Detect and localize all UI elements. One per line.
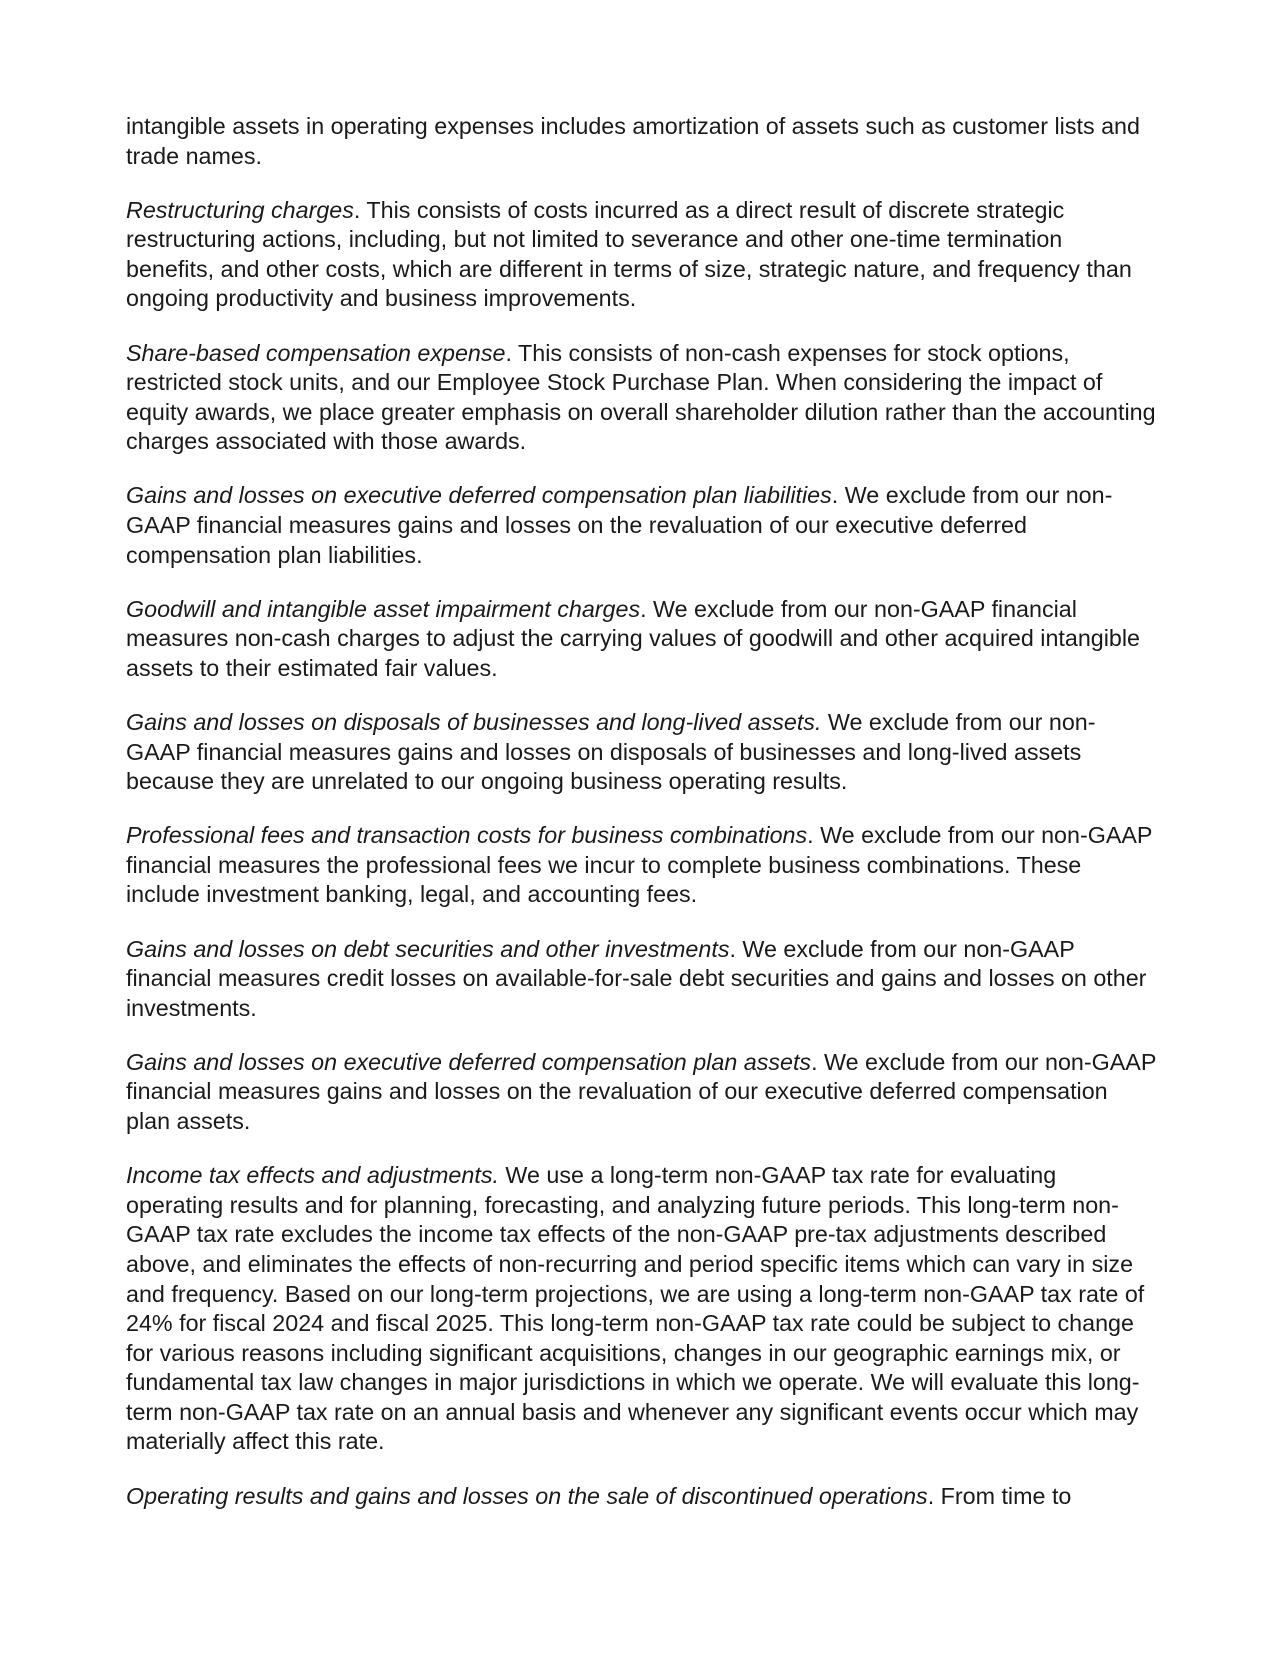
paragraph-goodwill-impairment <box>126 595 1156 684</box>
paragraph-heading: Gains and losses on disposals of businesses and long-lived assets. <box>126 709 822 735</box>
paragraph-body: . We exclude from our non-GAAP financial measures gains and losses on the revaluation of our executive deferred compensation plan assets. <box>126 1048 1156 1135</box>
paragraph-heading: Gains and losses on executive deferred compensation plan assets <box>126 1048 812 1075</box>
paragraph-heading: Gains and losses on executive deferred compensation plan liabilities <box>126 482 832 509</box>
paragraph-income-tax <box>126 1161 1156 1457</box>
paragraph-body: We use a long-term non-GAAP tax rate for evaluating operating results and for planning, forecasting, and analyzing future periods. This long-term non-GAAP tax rate excludes the income tax effects of the non-GAAP pre-tax adjustments described above, and eliminates the effects of non-recurring and period specific items which can vary in size and frequency. Based on our long-term projections, we are using a long-term non-GAAP tax rate of 24% for fiscal 2024 and fiscal 2025. This long-term non-GAAP tax rate could be subject to change for various reasons including significant acquisitions, changes in our geographic earnings mix, or fundamental tax law changes in major jurisdictions in which we operate. We will evaluate this long-term non-GAAP tax rate on an annual basis and whenever any significant events occur which may materially affect this rate. <box>126 1162 1145 1455</box>
paragraph-body: intangible assets in operating expenses includes amortization of assets such as customer lists and trade names. <box>126 113 1140 169</box>
paragraph-share-based-compensation <box>126 339 1156 457</box>
paragraph-heading: Share-based compensation expense <box>126 339 506 366</box>
paragraph-professional-fees <box>126 821 1156 910</box>
paragraph-heading: Gains and losses on debt securities and other investments <box>126 935 730 962</box>
paragraph-discontinued-operations <box>126 1482 1156 1512</box>
paragraph-body: . This consists of costs incurred as a direct result of discrete strategic restructuring actions, including, but not limited to severance and other one-time termination benefits, and other costs, which are different in terms of size, strategic nature, and frequency than ongoing productivity and business improvements. <box>126 196 1132 312</box>
paragraph-heading: Restructuring charges <box>126 196 354 223</box>
paragraph-body: . We exclude from our non-GAAP financial measures non-cash charges to adjust the carrying values of goodwill and other acquired intangible assets to their estimated fair values. <box>126 595 1141 681</box>
paragraph-body: . We exclude from our non-GAAP financial measures the professional fees we incur to complete business combinations. These include investment banking, legal, and accounting fees. <box>126 822 1153 908</box>
paragraph-heading: Professional fees and transaction costs for business combinations <box>126 822 808 849</box>
paragraph-body: . We exclude from our non-GAAP financial measures gains and losses on the revaluation of our executive deferred compensation plan liabilities. <box>126 482 1113 568</box>
paragraph-body: . From time to <box>927 1482 1072 1509</box>
paragraph-deferred-comp-liabilities <box>126 481 1156 570</box>
paragraph-body: . This consists of non-cash expenses for stock options, restricted stock units, and our Employee Stock Purchase Plan. When considering the impact of equity awards, we place greater emphasis on overall shareholder dilution rather than the accounting charges associated with those awards. <box>126 339 1156 455</box>
paragraph-debt-securities <box>126 935 1156 1024</box>
paragraph-disposals <box>126 708 1156 797</box>
paragraph-intangible-amortization <box>126 112 1156 171</box>
paragraph-restructuring-charges <box>126 196 1156 314</box>
paragraph-body: . We exclude from our non-GAAP financial measures credit losses on available-for-sale debt securities and gains and losses on other investments. <box>126 935 1147 1021</box>
paragraph-deferred-comp-assets <box>126 1048 1156 1137</box>
paragraph-heading: Income tax effects and adjustments. <box>126 1162 499 1189</box>
paragraph-heading: Operating results and gains and losses on the sale of discontinued operations <box>126 1482 928 1509</box>
paragraph-body: We exclude from our non-GAAP financial measures gains and losses on disposals of businesses and long-lived assets because they are unrelated to our ongoing business operating results. <box>126 709 1096 795</box>
document-page <box>126 112 1156 1536</box>
paragraph-heading: Goodwill and intangible asset impairment charges <box>126 595 641 622</box>
